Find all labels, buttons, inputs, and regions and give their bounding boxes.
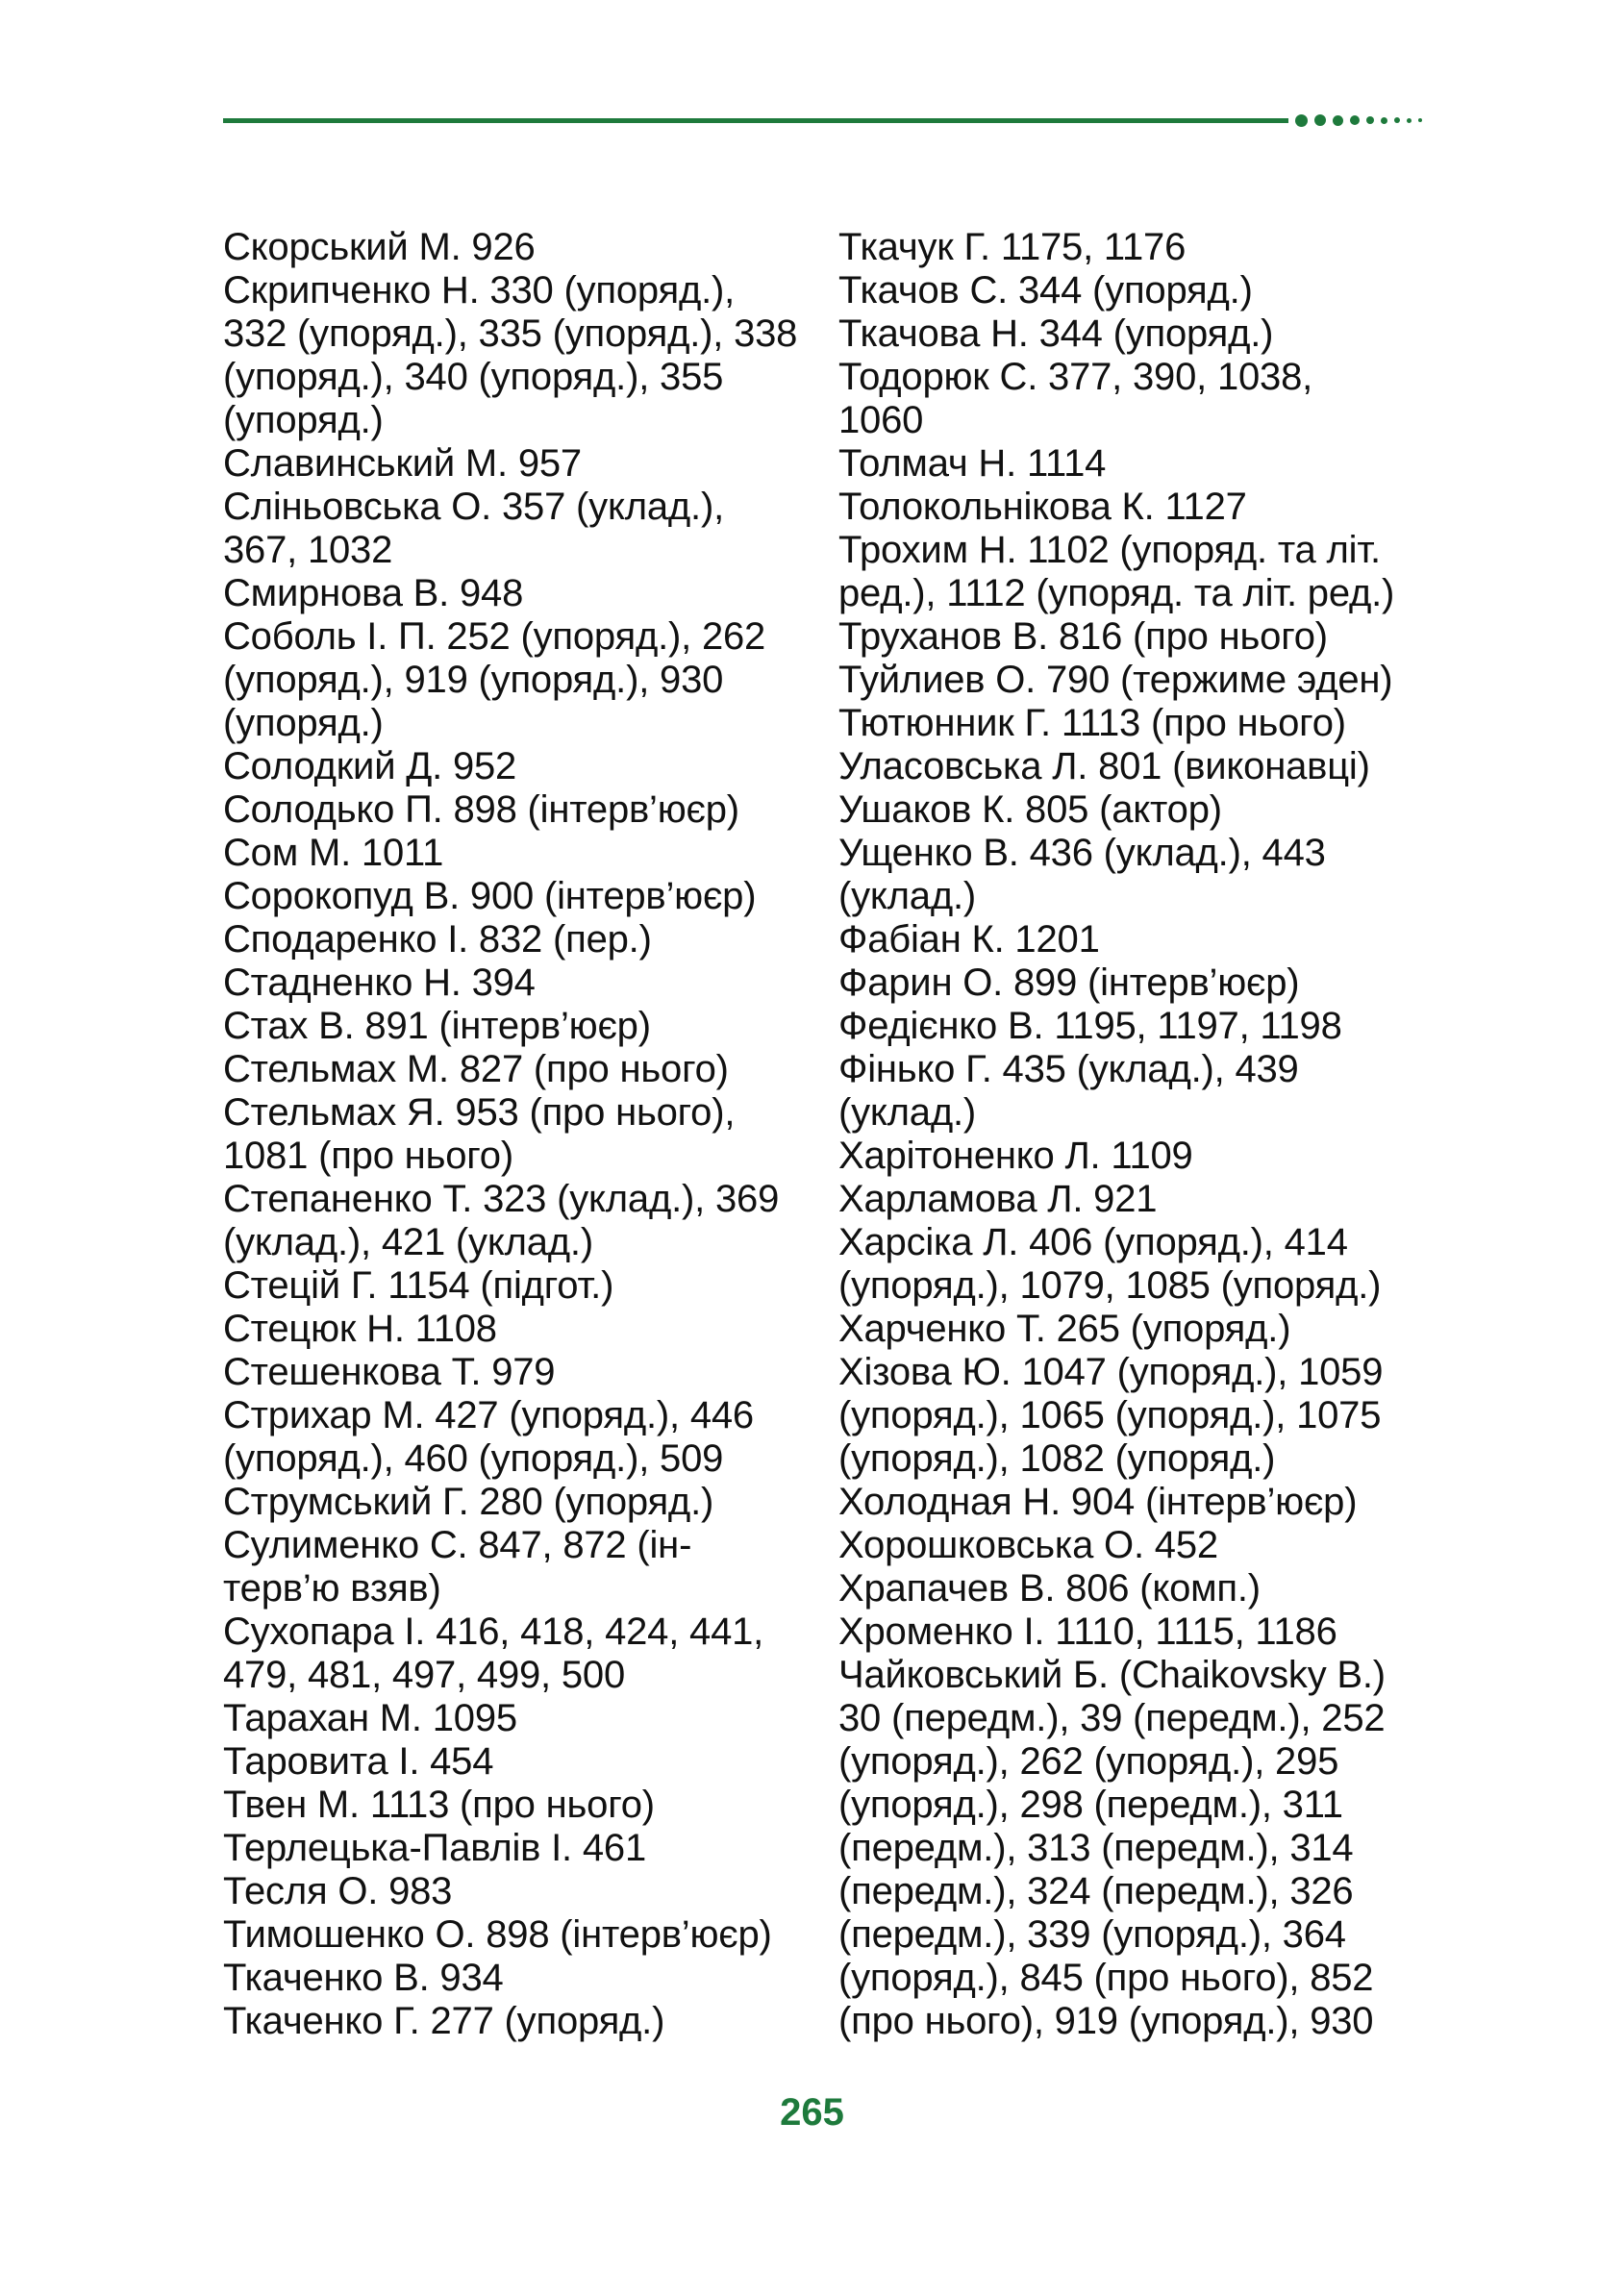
index-entry-line: (передм.), 313 (передм.), 314 (838, 1827, 1354, 1869)
index-entry-line: Ущенко В. 436 (уклад.), 443 (838, 832, 1326, 874)
index-entry-line: Стельмах М. 827 (про нього) (223, 1048, 729, 1090)
index-entry-line: (уклад.) (838, 1091, 977, 1134)
index-entry-line: Степаненко Т. 323 (уклад.), 369 (223, 1178, 780, 1220)
index-entry-line: Сухопара І. 416, 418, 424, 441, (223, 1610, 764, 1653)
index-entry-line: Фарин О. 899 (інтерв’юєр) (838, 961, 1300, 1004)
index-entry-line: Чайковський Б. (Chaikovsky B.) (838, 1654, 1386, 1696)
index-entry-line: 30 (передм.), 39 (передм.), 252 (838, 1697, 1386, 1739)
index-entry-line: Храпачев В. 806 (комп.) (838, 1567, 1261, 1610)
index-entry-line: Струмський Г. 280 (упоряд.) (223, 1481, 714, 1523)
header-rule-line (223, 118, 1288, 123)
index-entry-line: Ткачук Г. 1175, 1176 (838, 226, 1187, 268)
index-entry-line: Стрихар М. 427 (упоряд.), 446 (223, 1394, 754, 1436)
index-entry-line: Скорський М. 926 (223, 226, 536, 268)
index-entry-line: Сподаренко І. 832 (пер.) (223, 918, 652, 961)
index-entry-line: Стадненко Н. 394 (223, 961, 536, 1004)
index-entry-line: (уклад.) (838, 875, 977, 917)
index-entry-line: Сом М. 1011 (223, 832, 444, 874)
index-entry-line: Тарахан М. 1095 (223, 1697, 517, 1739)
index-entry-line: 367, 1032 (223, 529, 393, 571)
index-entry-line: (упоряд.), 919 (упоряд.), 930 (223, 659, 724, 701)
index-entry-line: терв’ю взяв) (223, 1567, 441, 1610)
index-entry-line: (упоряд.), 1082 (упоряд.) (838, 1437, 1276, 1480)
index-column-left (223, 226, 838, 2043)
index-entry-line: Холодная Н. 904 (інтерв’юєр) (838, 1481, 1358, 1523)
index-entry-line: 332 (упоряд.), 335 (упоряд.), 338 (223, 312, 798, 355)
page-number: 265 (780, 2091, 844, 2134)
index-column-right (838, 226, 1454, 2043)
index-entry-line: Харсіка Л. 406 (упоряд.), 414 (838, 1221, 1348, 1263)
index-entry-line: (упоряд.), 460 (упоряд.), 509 (223, 1437, 724, 1480)
index-entry-line: (упоряд.), 340 (упоряд.), 355 (223, 356, 724, 398)
index-entry-line: (упоряд.), 1065 (упоряд.), 1075 (838, 1394, 1382, 1436)
index-entry-line: Скрипченко Н. 330 (упоряд.), (223, 269, 736, 312)
index-entry-line: Терлецька-Павлів І. 461 (223, 1827, 646, 1869)
index-entry-line: (передм.), 339 (упоряд.), 364 (838, 1913, 1346, 1956)
index-entry-line: Тимошенко О. 898 (інтерв’юєр) (223, 1913, 772, 1956)
index-entry-line: Уласовська Л. 801 (виконавці) (838, 745, 1370, 787)
index-entry-line: Трохим Н. 1102 (упоряд. та літ. (838, 529, 1381, 571)
index-entry-line: Тесля О. 983 (223, 1870, 453, 1912)
index-entry-line: (упоряд.), 1079, 1085 (упоряд.) (838, 1264, 1382, 1307)
index-entry-line: 479, 481, 497, 499, 500 (223, 1654, 625, 1696)
index-entry-line: Федієнко В. 1195, 1197, 1198 (838, 1005, 1342, 1047)
index-entry-line: Тютюнник Г. 1113 (про нього) (838, 702, 1346, 744)
index-entry-line: Фінько Г. 435 (уклад.), 439 (838, 1048, 1299, 1090)
index-entry-line: Харітоненко Л. 1109 (838, 1135, 1193, 1177)
index-entry-line: Ткачов С. 344 (упоряд.) (838, 269, 1253, 312)
index-entry-line: (передм.), 324 (передм.), 326 (838, 1870, 1354, 1912)
index-entry-line: (упоряд.) (223, 702, 384, 744)
index-entry-line: Ткаченко В. 934 (223, 1957, 504, 1999)
index-entry-line: Стельмах Я. 953 (про нього), (223, 1091, 736, 1134)
index-entry-line: Хроменко І. 1110, 1115, 1186 (838, 1610, 1337, 1653)
index-entry-line: Сліньовська О. 357 (уклад.), (223, 486, 725, 528)
index-entry-line: Солодкий Д. 952 (223, 745, 517, 787)
index-entry-line: Твен М. 1113 (про нього) (223, 1784, 655, 1826)
index-entry-line: Таровита І. 454 (223, 1740, 494, 1783)
index-entry-line: Толмач Н. 1114 (838, 442, 1107, 485)
index-entry-line: Смирнова В. 948 (223, 572, 524, 614)
index-entry-line: Харченко Т. 265 (упоряд.) (838, 1308, 1291, 1350)
index-entry-line: Соболь І. П. 252 (упоряд.), 262 (223, 615, 766, 658)
index-entry-line: Стешенкова Т. 979 (223, 1351, 556, 1393)
index-entry-line: Тодорюк С. 377, 390, 1038, (838, 356, 1313, 398)
index-entry-line: Стецюк Н. 1108 (223, 1308, 497, 1350)
index-entry-line: Ткаченко Г. 277 (упоряд.) (223, 2000, 665, 2042)
index-entry-line: Фабіан К. 1201 (838, 918, 1100, 961)
index-entry-line: Туйлиев О. 790 (тержиме эден) (838, 659, 1393, 701)
index-entry-line: (упоряд.), 262 (упоряд.), 295 (838, 1740, 1339, 1783)
index-entry-line: Труханов В. 816 (про нього) (838, 615, 1328, 658)
index-entry-line: Стах В. 891 (інтерв’юєр) (223, 1005, 651, 1047)
header-rule-dots (1295, 113, 1422, 127)
index-entry-line: (упоряд.) (223, 399, 384, 441)
index-entry-line: Ушаков К. 805 (актор) (838, 788, 1222, 831)
index-entry-line: (упоряд.), 845 (про нього), 852 (838, 1957, 1374, 1999)
index-entry-line: Славинський М. 957 (223, 442, 582, 485)
index-entry-line: 1060 (838, 399, 924, 441)
index-entry-line: Хорошковська О. 452 (838, 1524, 1218, 1566)
index-entry-line: 1081 (про нього) (223, 1135, 513, 1177)
index-entry-line: (уклад.), 421 (уклад.) (223, 1221, 593, 1263)
index-entry-line: Сулименко С. 847, 872 (ін- (223, 1524, 692, 1566)
index-entry-line: (про нього), 919 (упоряд.), 930 (838, 2000, 1374, 2042)
index-entry-line: Стецій Г. 1154 (підгот.) (223, 1264, 614, 1307)
index-entry-line: ред.), 1112 (упоряд. та літ. ред.) (838, 572, 1395, 614)
index-entry-line: Сорокопуд В. 900 (інтерв’юєр) (223, 875, 757, 917)
index-entry-line: Харламова Л. 921 (838, 1178, 1158, 1220)
index-entry-line: Толокольнікова К. 1127 (838, 486, 1247, 528)
index-entry-line: Солодько П. 898 (інтерв’юєр) (223, 788, 739, 831)
index-entry-line: Хізова Ю. 1047 (упоряд.), 1059 (838, 1351, 1384, 1393)
index-entry-line: Ткачова Н. 344 (упоряд.) (838, 312, 1274, 355)
index-entry-line: (упоряд.), 298 (передм.), 311 (838, 1784, 1343, 1826)
